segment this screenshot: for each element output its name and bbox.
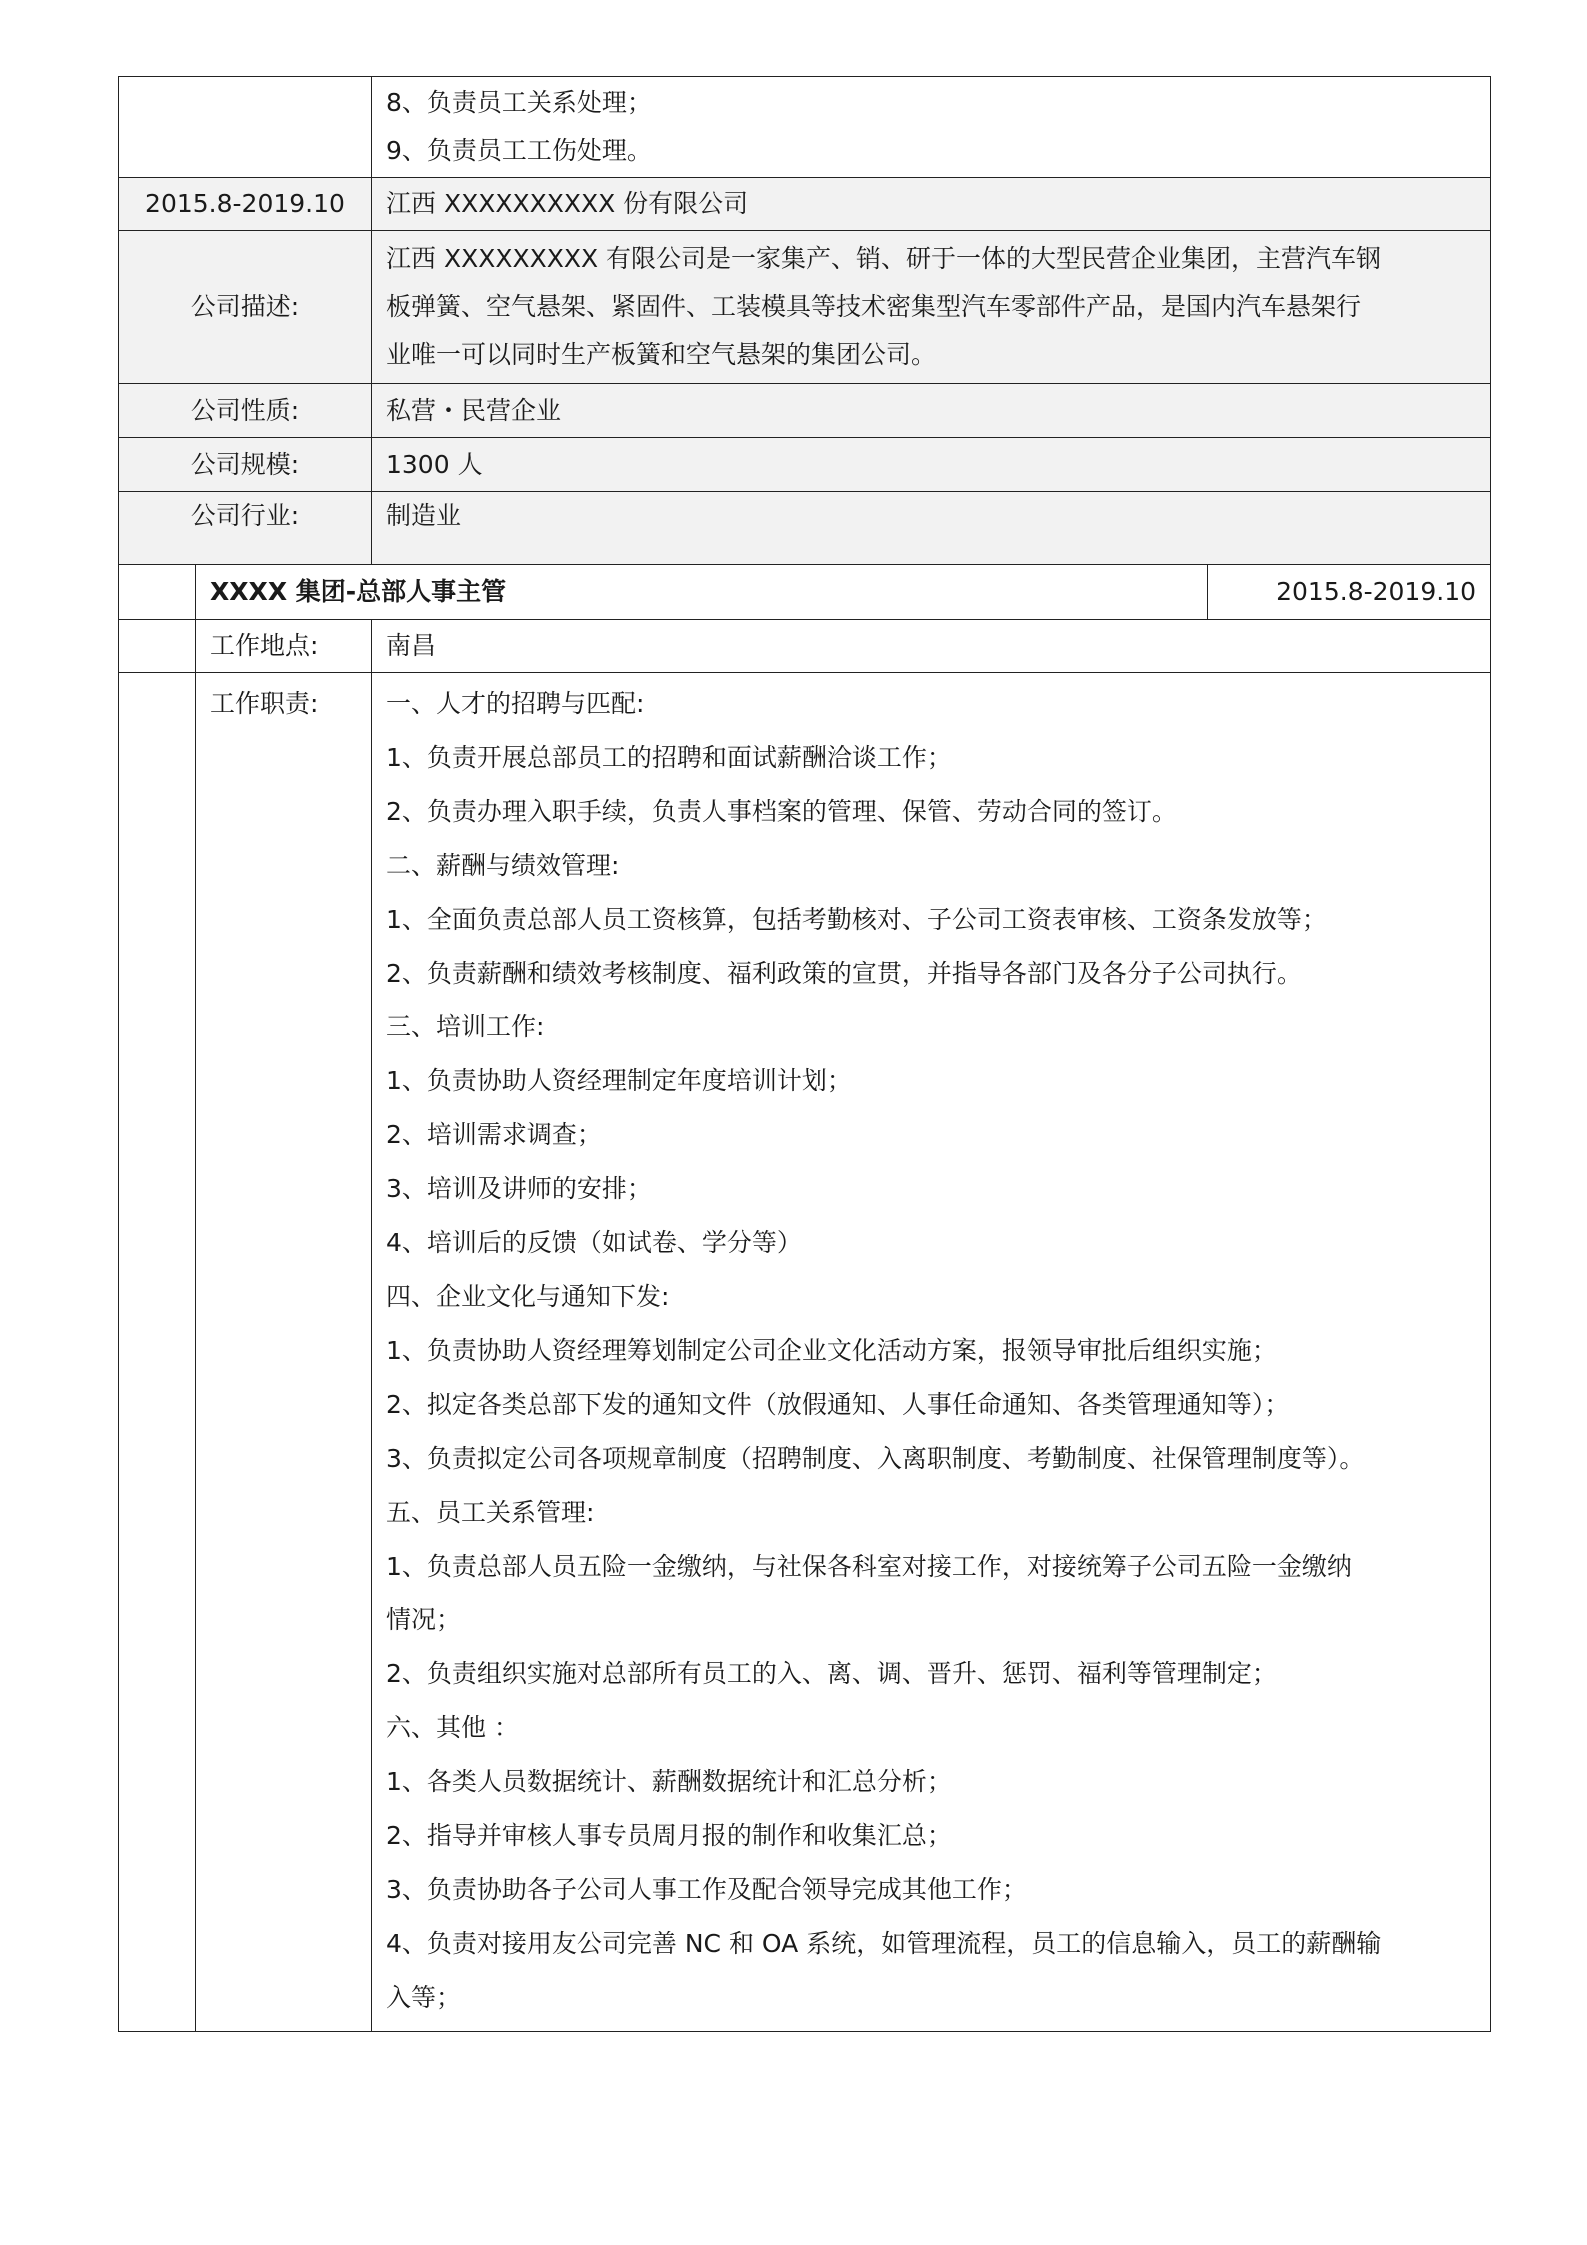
resume-table <box>118 76 1491 2032</box>
empty-cell <box>119 77 372 178</box>
duty-line: 四、企业文化与通知下发: <box>386 1281 670 1311</box>
duty-line: 一、人才的招聘与匹配: <box>386 689 645 718</box>
company-desc-label: 公司描述: <box>119 231 372 384</box>
position-duties-row <box>119 673 1491 2032</box>
duty-line: 入等； <box>386 1982 462 2012</box>
company-industry-row <box>119 492 1491 565</box>
duty-line: 二、薪酬与绩效管理: <box>386 850 620 880</box>
duty-line: 3、负责协助各子公司人事工作及配合领导完成其他工作； <box>386 1874 1027 1904</box>
duty-line: 3、培训及讲师的安排； <box>386 1174 652 1204</box>
position-title: XXXX 集团-总部人事主管 <box>196 565 1208 620</box>
position-duties-label: 工作职责: <box>196 673 372 2032</box>
company-period: 2015.8-2019.10 <box>119 178 372 231</box>
prev-duty-line: 8、负责员工关系处理； <box>386 88 652 117</box>
company-desc-line: 江西 XXXXXXXXX 有限公司是一家集产、销、研于一体的大型民营企业集团，主营汽车钢 <box>386 244 1382 273</box>
company-desc-line: 板弹簧、空气悬架、紧固件、工装模具等技术密集型汽车零部件产品，是国内汽车悬架行 <box>386 292 1362 321</box>
position-location-label: 工作地点: <box>196 620 372 673</box>
position-location-value: 南昌 <box>372 620 1491 673</box>
duty-line: 2、负责组织实施对总部所有员工的入、离、调、晋升、惩罚、福利等管理制定； <box>386 1659 1277 1689</box>
company-type-label: 公司性质: <box>119 384 372 438</box>
duty-line: 2、负责薪酬和绩效考核制度、福利政策的宣贯，并指导各部门及各分子公司执行。 <box>386 958 1302 988</box>
position-header-row <box>119 565 1491 620</box>
indent-cell <box>119 620 196 673</box>
company-type-row <box>119 384 1491 438</box>
duty-line: 1、各类人员数据统计、薪酬数据统计和汇总分析； <box>386 1767 952 1797</box>
company-type-value: 私营・民营企业 <box>372 384 1491 438</box>
company-industry-value: 制造业 <box>372 492 1491 565</box>
company-scale-value: 1300 人 <box>372 438 1491 492</box>
position-duties-cell <box>372 673 1491 2032</box>
prev-duties-row <box>119 77 1491 178</box>
duty-line: 五、员工关系管理: <box>386 1497 595 1527</box>
company-desc-line: 业唯一可以同时生产板簧和空气悬架的集团公司。 <box>386 340 937 369</box>
duty-line: 3、负责拟定公司各项规章制度（招聘制度、入离职制度、考勤制度、社保管理制度等）。 <box>386 1443 1365 1473</box>
duty-line: 2、负责办理入职手续，负责人事档案的管理、保管、劳动合同的签订。 <box>386 796 1177 826</box>
duty-line: 三、培训工作: <box>386 1012 545 1042</box>
indent-cell <box>119 565 196 620</box>
company-industry-label: 公司行业: <box>119 492 372 565</box>
duty-line: 4、负责对接用友公司完善 NC 和 OA 系统，如管理流程，员工的信息输入，员工的薪酬输 <box>386 1928 1382 1958</box>
company-name: 江西 XXXXXXXXXX 份有限公司 <box>372 178 1491 231</box>
company-desc-cell <box>372 231 1491 384</box>
position-location-row <box>119 620 1491 673</box>
duty-line: 1、负责协助人资经理筹划制定公司企业文化活动方案，报领导审批后组织实施； <box>386 1335 1277 1365</box>
indent-cell <box>119 673 196 2032</box>
duty-line: 2、拟定各类总部下发的通知文件（放假通知、人事任命通知、各类管理通知等）； <box>386 1389 1290 1419</box>
duty-line: 六、其他 ： <box>386 1713 519 1743</box>
duty-line: 2、培训需求调查； <box>386 1120 602 1150</box>
company-scale-label: 公司规模: <box>119 438 372 492</box>
company-scale-row <box>119 438 1491 492</box>
company-desc-row <box>119 231 1491 384</box>
duty-line: 1、负责协助人资经理制定年度培训计划； <box>386 1066 852 1096</box>
prev-duty-line: 9、负责员工工伤处理。 <box>386 136 652 165</box>
position-period: 2015.8-2019.10 <box>1208 565 1491 620</box>
prev-duties-cell <box>372 77 1491 178</box>
duty-line: 情况； <box>386 1605 462 1635</box>
duty-line: 4、培训后的反馈（如试卷、学分等） <box>386 1228 802 1258</box>
duty-line: 1、全面负责总部人员工资核算，包括考勤核对、子公司工资表审核、工资条发放等； <box>386 904 1327 934</box>
duty-line: 1、负责总部人员五险一金缴纳，与社保各科室对接工作，对接统筹子公司五险一金缴纳 <box>386 1551 1352 1581</box>
duty-line: 1、负责开展总部员工的招聘和面试薪酬洽谈工作； <box>386 742 952 772</box>
company-header-row <box>119 178 1491 231</box>
duty-line: 2、指导并审核人事专员周月报的制作和收集汇总； <box>386 1821 952 1851</box>
